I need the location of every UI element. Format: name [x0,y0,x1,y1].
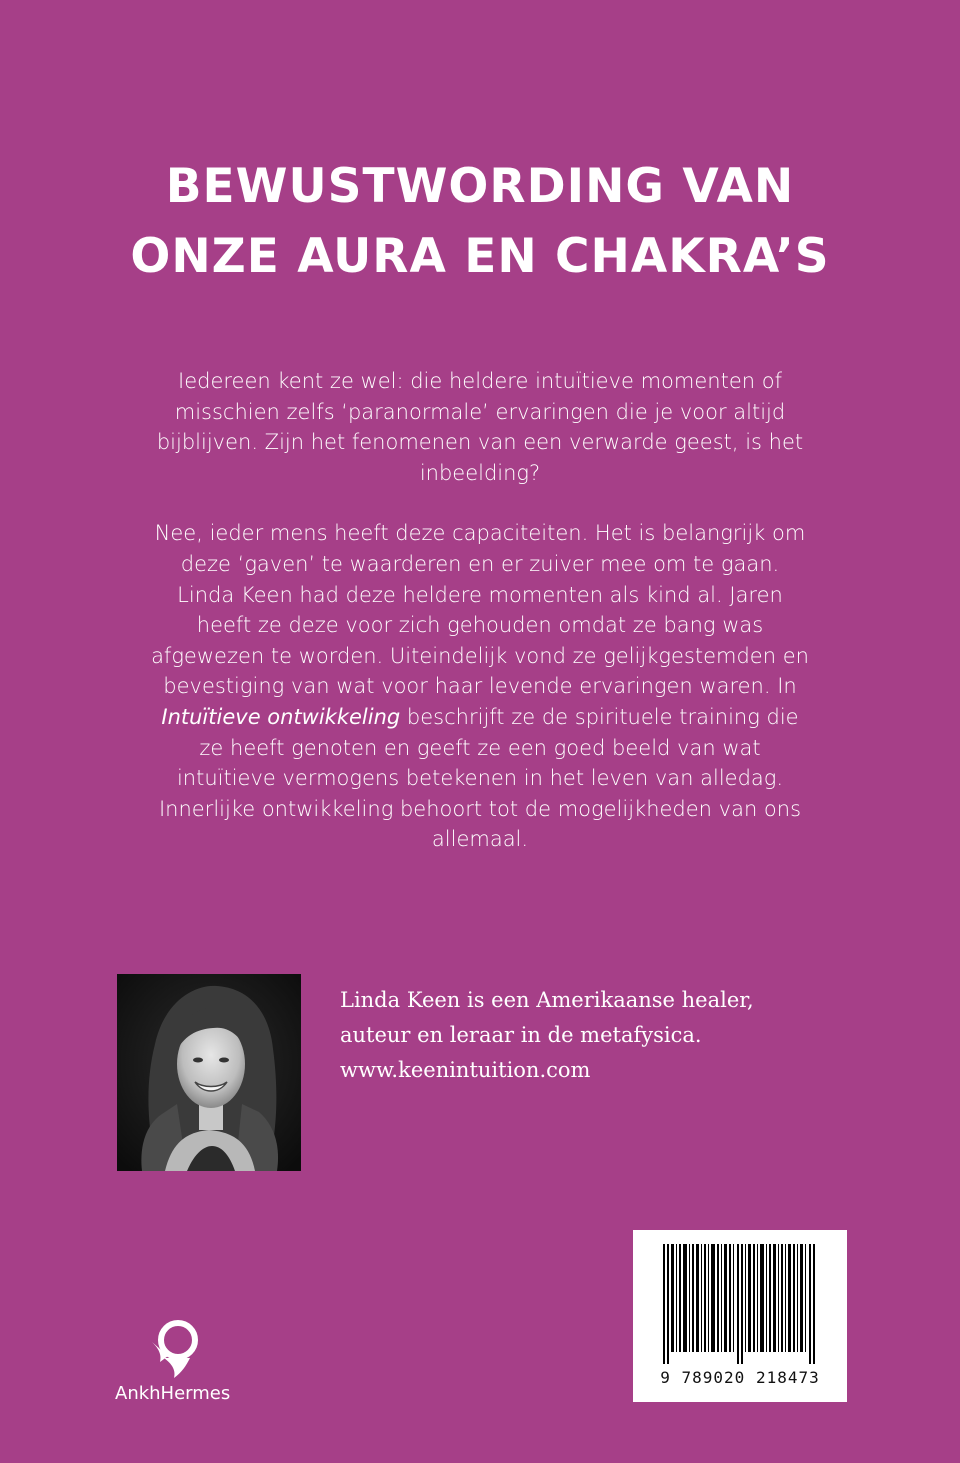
author-photo [117,974,301,1171]
author-website: www.keenintuition.com [340,1058,591,1082]
book-title-italic: Intuïtieve ontwikkeling [161,704,401,729]
cover-title-line-1: BEWUSTWORDING VAN [165,159,795,214]
publisher-name: AnkhHermes [115,1383,231,1404]
blurb-text [150,366,810,885]
blurb-paragraph-2 [150,518,810,855]
blurb-paragraph-1: Iedereen kent ze wel: die heldere intuïtieve momenten of misschien zelfs ‘paranormale’ ervaringen die je voor altijd bijblijven. Zijn het fenomenen van een verwarde geest, is het inbeelding? [156,369,804,485]
ankhhermes-logo-icon [150,1318,206,1380]
cover-title-line-2: ONZE AURA EN CHAKRA’S [130,229,830,284]
author-bio-line-2: auteur en leraar in de metafysica. [340,1023,702,1047]
barcode-icon [663,1244,817,1364]
cover-title [0,152,960,292]
blurb-paragraph-2-start: Nee, ieder mens heeft deze capaciteiten. Het is belangrijk om deze ‘gaven’ te waarderen en er zuiver mee om te gaan. Linda Keen had deze heldere momenten als kind al. Jaren heeft ze deze voor zich gehouden omdat ze bang was afgewezen te worden. Uiteindelijk vond ze gelijkgestemden en bevestiging van wat voor haar levende ervaringen waren. In [151,521,809,699]
blurb-paragraph-2-end: beschrijft ze de spirituele training die ze heeft genoten en geeft ze een goed beeld van wat intuïtieve vermogens betekenen in het leven van alledag. Innerlijke ontwikkeling behoort tot de mogelijkheden van ons allemaal. [158,704,802,852]
barcode [633,1230,847,1402]
author-bio [340,983,820,1088]
author-bio-line-1: Linda Keen is een Amerikaanse healer, [340,988,754,1012]
isbn-number: 9 789020 218473 [660,1368,820,1387]
author-portrait-icon [117,974,301,1171]
